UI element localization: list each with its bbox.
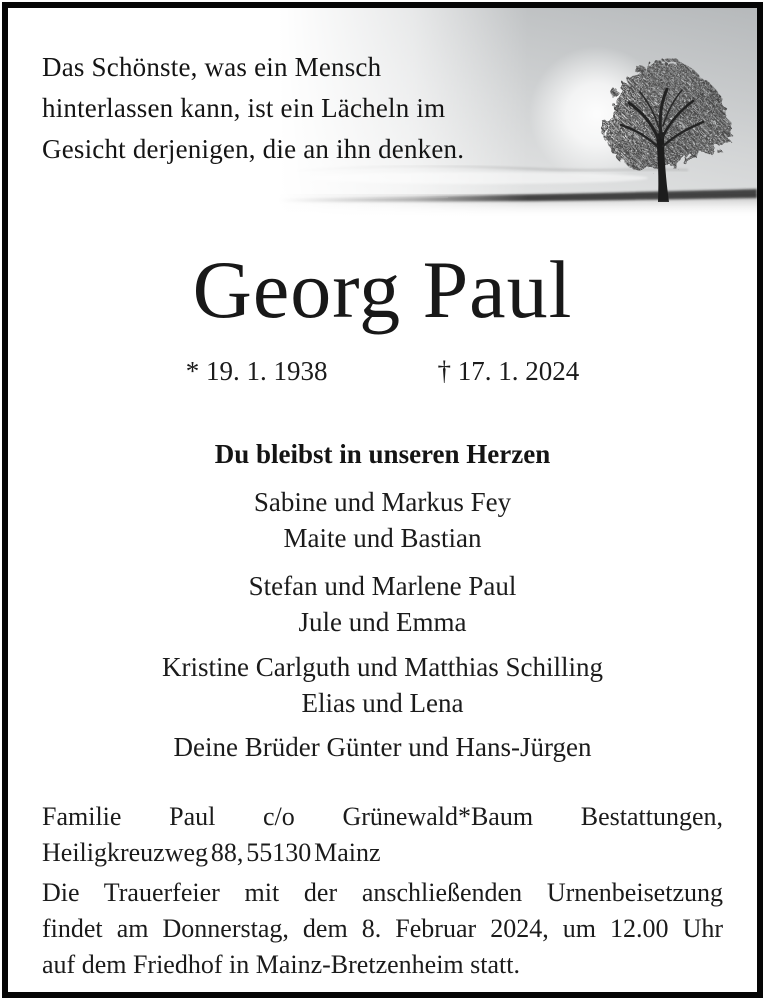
header-artwork: [8, 8, 757, 218]
quote-line: Das Schönste, was ein Mensch: [42, 52, 382, 82]
funeral-line: Die Trauerfeier mit der anschließenden Urnenbeisetzung: [42, 878, 723, 907]
mourner-group: [8, 568, 757, 640]
funeral-information: [42, 875, 723, 983]
mourner-line: Sabine und Markus Fey: [253, 487, 512, 517]
mourner-group: [8, 729, 757, 765]
contact-address: [42, 799, 723, 871]
bottom-white-fade: [8, 200, 757, 218]
mourners-list: [8, 484, 757, 765]
mourner-line: Jule und Emma: [298, 607, 467, 637]
mourner-line: Elias und Lena: [301, 688, 464, 718]
death-date: † 17. 1. 2024: [437, 356, 580, 386]
contact-line: Heiligkreuzweg 88, 55130 Mainz: [42, 838, 381, 867]
contact-line: Familie Paul c/o Grünewald*Baum Bestattungen,: [42, 802, 723, 831]
mourner-line: Deine Brüder Günter und Hans-Jürgen: [173, 732, 592, 762]
mourner-group: [8, 649, 757, 721]
funeral-line: auf dem Friedhof in Mainz-Bretzenheim statt.: [42, 950, 520, 979]
life-dates: [8, 353, 757, 389]
mourner-line: Maite und Bastian: [283, 523, 482, 553]
mourner-line: Kristine Carlguth und Matthias Schilling: [162, 652, 603, 682]
funeral-line: findet am Donnerstag, dem 8. Februar 2024, um 12.00 Uhr: [42, 914, 723, 943]
birth-date: * 19. 1. 1938: [185, 356, 328, 386]
quote-line: Gesicht derjenigen, die an ihn denken.: [42, 134, 465, 164]
farewell-heading: Du bleibst in unseren Herzen: [214, 439, 551, 469]
memorial-quote: [42, 47, 464, 170]
mourner-line: Stefan und Marlene Paul: [248, 571, 517, 601]
deceased-name: Georg Paul: [192, 244, 573, 335]
notice-frame: [2, 2, 763, 998]
quote-line: hinterlassen kann, ist ein Lächeln im: [42, 93, 446, 123]
mourner-group: [8, 484, 757, 556]
